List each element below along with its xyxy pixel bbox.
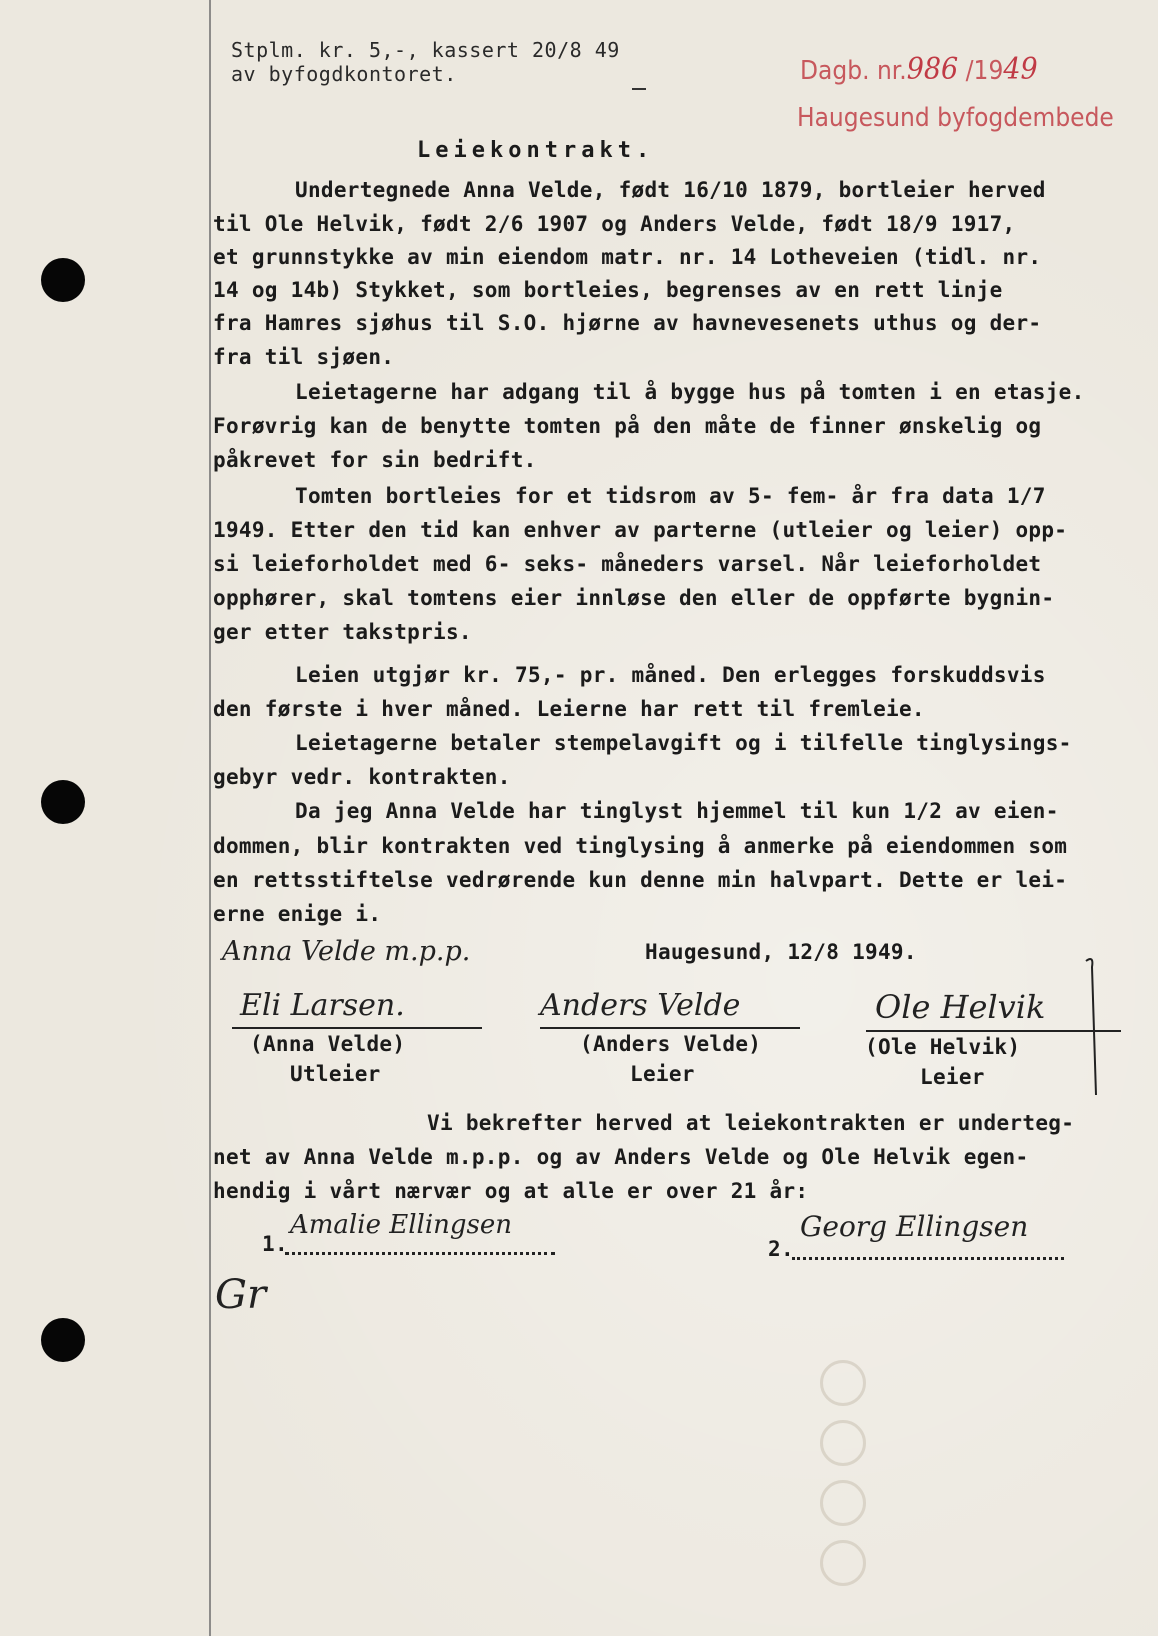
signature-line: [232, 1027, 482, 1029]
body-line: den første i hver måned. Leierne har rett til fremleie.: [213, 697, 925, 721]
body-line: 14 og 14b) Stykket, som bortleies, begrenses av en rett linje: [213, 278, 1003, 302]
stamp-separator: /: [958, 56, 974, 86]
office-stamp: Haugesund byfogdembede: [797, 103, 1114, 133]
signature-hand: Anders Velde: [540, 988, 741, 1023]
signature-name: (Anders Velde): [580, 1032, 762, 1056]
body-line: fra til sjøen.: [213, 345, 395, 369]
signature-hand: Eli Larsen.: [240, 988, 405, 1023]
body-line: Forøvrig kan de benytte tomten på den måte de finner ønskelig og: [213, 414, 1042, 438]
body-line: Leietagerne har adgang til å bygge hus på tomten i en etasje.: [295, 380, 1085, 404]
witness-signature: Amalie Ellingsen: [290, 1210, 513, 1240]
witness-line: net av Anna Velde m.p.p. og av Anders Velde og Ole Helvik egen-: [213, 1145, 1029, 1169]
body-line: Undertegnede Anna Velde, født 16/10 1879, bortleier herved: [295, 178, 1046, 202]
body-line: fra Hamres sjøhus til S.O. hjørne av havnevesenets uthus og der-: [213, 311, 1042, 335]
body-line: Tomten bortleies for et tidsrom av 5- fem- år fra data 1/7: [295, 484, 1046, 508]
body-line: Da jeg Anna Velde har tinglyst hjemmel til kun 1/2 av eien-: [295, 799, 1059, 823]
stamp-year-hand: 49: [1003, 52, 1038, 87]
header-line-1: Stplm. kr. 5,-, kassert 20/8 49: [231, 38, 620, 62]
document-title: Leiekontrakt.: [417, 138, 655, 163]
witness-line: Vi bekrefter herved at leiekontrakten er underteg-: [427, 1111, 1075, 1135]
witness-dotted-line: [792, 1257, 1064, 1260]
signature-flourish: [1080, 955, 1110, 1105]
body-line: et grunnstykke av min eiendom matr. nr. 14 Lotheveien (tidl. nr.: [213, 245, 1042, 269]
header-line-2: av byfogdkontoret.: [231, 62, 457, 86]
body-line: Leien utgjør kr. 75,- pr. måned. Den erlegges forskuddsvis: [295, 663, 1046, 687]
signature-role: Leier: [920, 1065, 985, 1089]
journal-stamp: [800, 52, 1038, 87]
body-line: erne enige i.: [213, 902, 382, 926]
body-line: ger etter takstpris.: [213, 620, 472, 644]
margin-rule: [209, 0, 211, 1636]
punch-hole-top: [41, 258, 85, 302]
body-line: opphører, skal tomtens eier innløse den eller de oppførte bygnin-: [213, 586, 1055, 610]
body-line: en rettsstiftelse vedrørende kun denne min halvpart. Dette er lei-: [213, 868, 1068, 892]
faint-mark: [820, 1540, 866, 1586]
stamp-number: 986: [906, 52, 959, 87]
signature-role: Leier: [630, 1062, 695, 1086]
signature-name: (Anna Velde): [250, 1032, 406, 1056]
witness-dotted-line: [285, 1252, 555, 1255]
faint-mark: [820, 1360, 866, 1406]
stamp-prefix: Dagb. nr.: [800, 56, 907, 86]
body-line: til Ole Helvik, født 2/6 1907 og Anders Velde, født 18/9 1917,: [213, 212, 1016, 236]
witness-line: hendig i vårt nærvær og at alle er over 21 år:: [213, 1179, 809, 1203]
signature-name: (Ole Helvik): [865, 1035, 1021, 1059]
signature-role: Utleier: [290, 1062, 381, 1086]
body-line: påkrevet for sin bedrift.: [213, 448, 537, 472]
body-line: si leieforholdet med 6- seks- måneders varsel. Når leieforholdet: [213, 552, 1042, 576]
initials: Gr: [215, 1272, 267, 1318]
body-line: Leietagerne betaler stempelavgift og i tilfelle tinglysings-: [295, 731, 1072, 755]
witness-number: 1.: [262, 1232, 288, 1256]
body-line: gebyr vedr. kontrakten.: [213, 765, 511, 789]
stamp-year-print: 19: [973, 56, 1004, 86]
body-line: 1949. Etter den tid kan enhver av parterne (utleier og leier) opp-: [213, 518, 1068, 542]
place-date: Haugesund, 12/8 1949.: [645, 940, 917, 964]
witness-number: 2.: [768, 1237, 794, 1261]
witness-signature: Georg Ellingsen: [800, 1210, 1029, 1243]
signature-line: [540, 1027, 800, 1029]
body-line: dommen, blir kontrakten ved tinglysing å anmerke på eiendommen som: [213, 834, 1068, 858]
punch-hole-middle: [41, 780, 85, 824]
pen-mark: [632, 88, 646, 90]
punch-hole-bottom: [41, 1318, 85, 1362]
faint-mark: [820, 1480, 866, 1526]
handwritten-note: Anna Velde m.p.p.: [222, 936, 471, 967]
signature-hand: Ole Helvik: [875, 988, 1046, 1026]
faint-mark: [820, 1420, 866, 1466]
